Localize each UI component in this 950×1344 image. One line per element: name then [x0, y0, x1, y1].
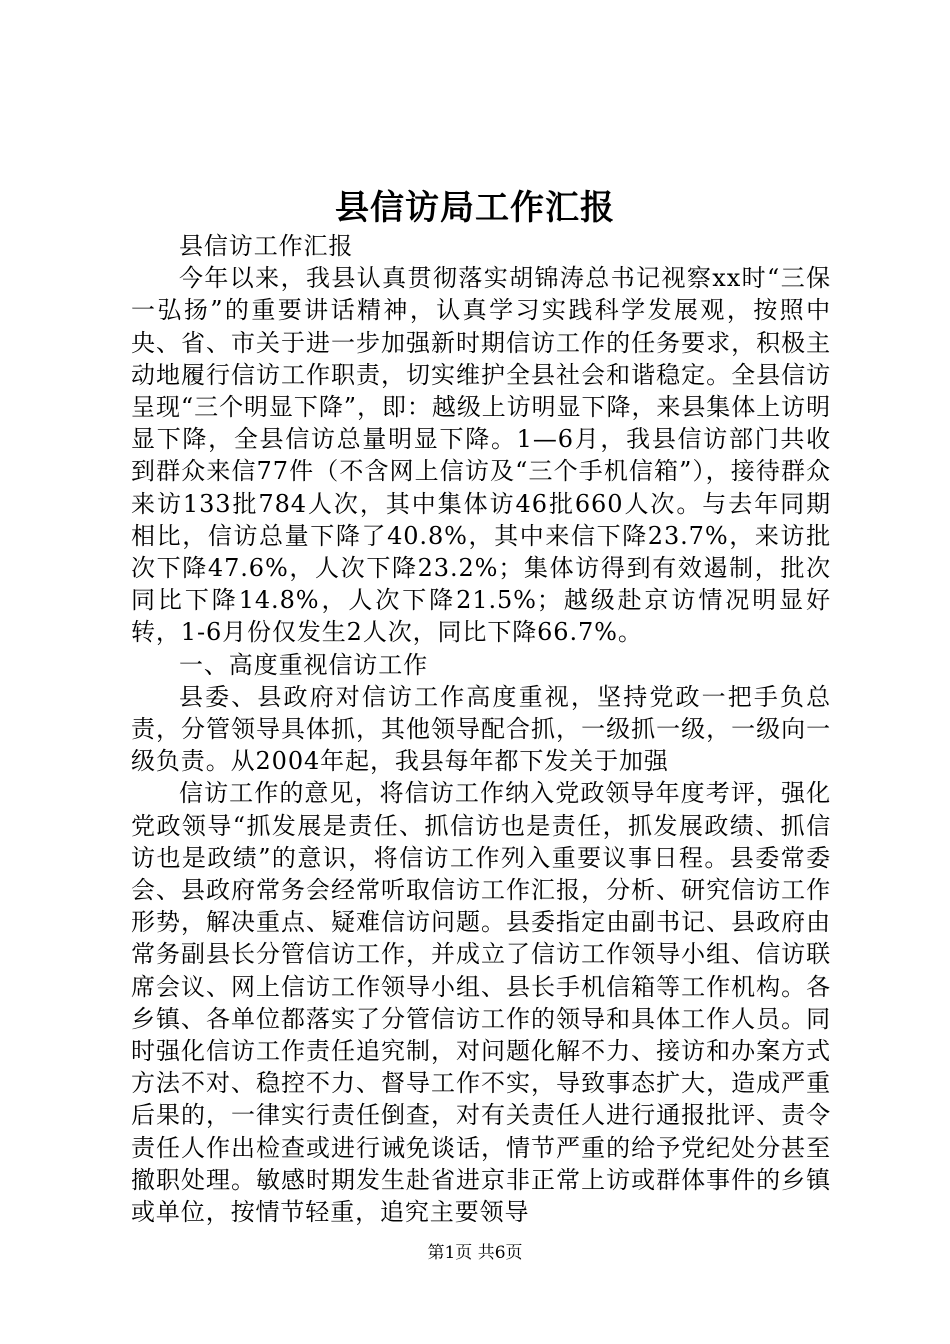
body-paragraph: 信访工作的意见，将信访工作纳入党政领导年度考评，强化党政领导“抓发展是责任、抓信访也是责任，抓发展政绩、抓信访也是政绩”的意识，将信访工作列入重要议事日程。县委常委会、县政府常务会经常听取信访工作汇报，分析、研究信访工作形势，解决重点、疑难信访问题。县委指定由副书记、县政府由常务副县长分管信访工作，并成立了信访工作领导小组、信访联席会议、网上信访工作领导小组、县长手机信箱等工作机构。各乡镇、各单位都落实了分管信访工作的领导和具体工作人员。同时强化信访工作责任追究制，对问题化解不力、接访和办案方式方法不对、稳控不力、督导工作不实，导致事态扩大，造成严重后果的，一律实行责任倒查，对有关责任人进行通报批评、责令责任人作出检查或进行诫免谈话，情节严重的给予党纪处分甚至撤职处理。敏感时期发生赴省进京非正常上访或群体事件的乡镇或单位，按情节轻重，追究主要领导 — [131, 779, 831, 1227]
intro-paragraph: 今年以来，我县认真贯彻落实胡锦涛总书记视察xx时“三保一弘扬”的重要讲话精神，认真学习实践科学发展观，按照中央、省、市关于进一步加强新时期信访工作的任务要求，积极主动地履行信访工作职责，切实维护全县社会和谐稳定。全县信访呈现“三个明显下降”，即：越级上访明显下降，来县集体上访明显下降，全县信访总量明显下降。1—6月，我县信访部门共收到群众来信77件（不含网上信访及“三个手机信箱”），接待群众来访133批784人次，其中集体访46批660人次。与去年同期相比，信访总量下降了40.8%，其中来信下降23.7%，来访批次下降47.6%，人次下降23.2%；集体访得到有效遏制，批次同比下降14.8%，人次下降21.5%；越级赴京访情况明显好转，1-6月份仅发生2人次，同比下降66.7%。 — [131, 264, 831, 647]
section-heading: 一、高度重视信访工作 — [179, 650, 428, 679]
body-paragraph: 县委、县政府对信访工作高度重视，坚持党政一把手负总责，分管领导具体抓，其他领导配合抓，一级抓一级，一级向一级负责。从2004年起，我县每年都下发关于加强 — [131, 682, 831, 776]
document-body — [131, 230, 831, 1228]
page-number-footer: 第1页 共6页 — [427, 1243, 523, 1263]
document-title: 县信访局工作汇报 — [335, 188, 615, 228]
subtitle-paragraph: 县信访工作汇报 — [179, 232, 354, 260]
